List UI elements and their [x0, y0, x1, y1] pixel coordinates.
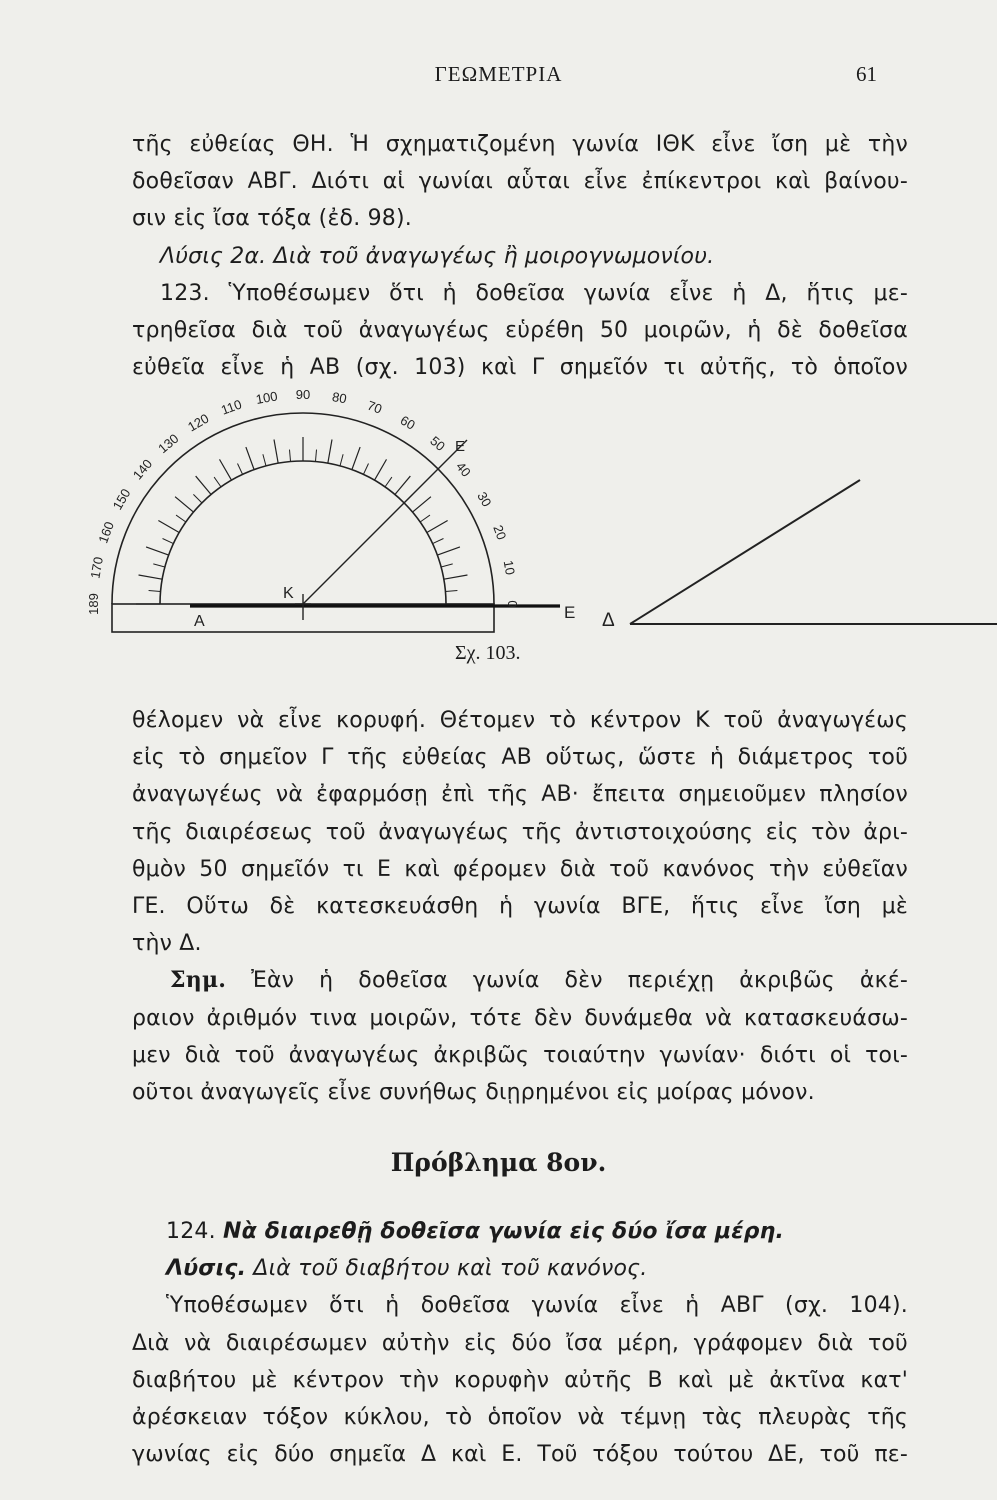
solution-line	[132, 1250, 908, 1287]
text-line: ἀναγωγέως νὰ ἐφαρμόσῃ ἐπὶ τῆς ΑΒ· ἔπειτα σημειοῦμεν πλησίον	[132, 782, 908, 808]
text-line: διαβήτου μὲ κέντρον τὴν κορυφὴν αὐτῆς Β καὶ μὲ ἀκτῖνα κατ'	[132, 1367, 908, 1393]
protractor-minor-tick	[445, 590, 457, 591]
protractor-tick	[395, 476, 410, 494]
protractor-scale-labels	[86, 387, 520, 615]
text-line: ΓΕ. Οὕτω δὲ κατεσκευάσθη ἡ γωνία ΒΓΕ, ἥτις εἶνε ἴση μὲ	[132, 893, 908, 919]
scale-label: 90	[295, 387, 311, 402]
page-number: 61	[856, 62, 877, 86]
text-line: θμὸν 50 σημεῖόν τι Ε καὶ φέρομεν διὰ τοῦ κανόνος τὴν εὐθεῖαν	[132, 856, 908, 882]
protractor-tick	[220, 459, 232, 480]
scale-label: 40	[453, 458, 474, 480]
protractor-tick	[146, 547, 169, 555]
protractor-minor-tick	[163, 538, 174, 543]
scale-label: 150	[109, 486, 134, 513]
solution-text: Διὰ τοῦ διαβήτου καὶ τοῦ κανόνος.	[253, 1256, 648, 1282]
protractor-tick	[175, 497, 193, 512]
solution-2-text: Διὰ τοῦ ἀναγωγέως ἢ μοιρογνωμονίου.	[273, 243, 715, 269]
protractor-tick	[328, 440, 332, 464]
protractor-tick	[274, 440, 278, 464]
text-line: γωνίας εἰς δύο σημεῖα Δ καὶ Ε. Τοῦ τόξου τούτου ΔΕ, τοῦ πε-	[132, 1442, 908, 1468]
problem-statement: Νὰ διαιρεθῇ δοθεῖσα γωνία εἰς δύο ἴσα μέρη.	[223, 1219, 785, 1244]
problem-heading: Πρόβλημα 8ον.	[390, 1148, 607, 1177]
statement-line	[132, 1213, 908, 1250]
text-line: δοθεῖσαν ΑΒΓ. Διότι αἱ γωνίαι αὗται εἶνε ἐπίκεντροι καὶ βαίνου-	[132, 169, 908, 195]
protractor-tick	[352, 447, 360, 470]
solution-2-line	[132, 238, 908, 275]
scale-label: 100	[254, 388, 279, 407]
protractor-minor-tick	[153, 564, 165, 567]
label-k: K	[283, 585, 294, 602]
protractor-diagram	[86, 387, 997, 688]
protractor-tick	[196, 476, 211, 494]
scale-label: 160	[95, 519, 117, 546]
protractor-minor-tick	[385, 477, 392, 487]
scale-label: 120	[185, 410, 212, 435]
protractor-minor-tick	[315, 450, 316, 462]
text-line: εἰς τὸ σημεῖον Γ τῆς εὐθείας ΑΒ οὕτως, ὥστε ἡ διάμετρος τοῦ	[132, 745, 908, 771]
text-line: τῆς εὐθείας ΘΗ. Ἡ σχηματιζομένη γωνία ΙΘΚ εἶνε ἴση μὲ τὴν	[132, 132, 908, 157]
protractor-tick	[444, 575, 468, 579]
scale-label: 110	[219, 396, 244, 418]
protractor-tick	[437, 547, 460, 555]
text-line: σιν εἰς ἴσα τόξα (ἐδ. 98).	[132, 206, 412, 232]
solution-2-label: Λύσις 2α.	[160, 243, 267, 269]
protractor-tick	[375, 459, 387, 480]
protractor-minor-tick	[149, 590, 161, 591]
label-a: A	[194, 613, 205, 630]
scale-label: 170	[87, 555, 106, 580]
scale-label: 140	[129, 456, 156, 483]
figure-caption: Σχ. 103.	[455, 642, 521, 664]
scale-label: 189	[86, 593, 101, 615]
text-line: ραιον ἀριθμόν τινα μοιρῶν, τότε δὲν δυνάμεθα νὰ κατασκευάσω-	[132, 1005, 908, 1031]
paragraph-continuation	[132, 126, 908, 386]
paragraph-124	[132, 1213, 908, 1473]
protractor-minor-tick	[340, 454, 343, 466]
item-number: 124.	[166, 1219, 216, 1244]
text-line: Ὑποθέσωμεν ὅτι ἡ δοθεῖσα γωνία εἶνε ἡ ΑΒΓ (σχ. 104).	[166, 1293, 908, 1319]
protractor-minor-tick	[237, 464, 242, 475]
text-line: Διὰ νὰ διαιρέσωμεν αὐτὴν εἰς δύο ἴσα μέρη, γράφομεν διὰ τοῦ	[132, 1330, 908, 1356]
label-e-right: E	[564, 603, 576, 622]
protractor-tick	[427, 521, 448, 533]
solution-label: Λύσις.	[166, 1256, 247, 1282]
protractor-tick	[246, 447, 254, 470]
scale-label: 70	[365, 397, 385, 417]
protractor-minor-tick	[363, 464, 368, 475]
text-line: εὐθεῖα εἶνε ἡ ΑΒ (σχ. 103) καὶ Γ σημεῖόν τι αὐτῆς, τὸ ὁποῖον	[132, 355, 908, 381]
note-text: Ἐὰν ἡ δοθεῖσα γωνία δὲν περιέχῃ ἀκριβῶς ἀκέ-	[251, 968, 908, 994]
protractor-tick	[158, 521, 179, 533]
scale-label: 10	[500, 559, 518, 577]
scale-label: 80	[330, 389, 348, 407]
scale-label: 20	[490, 522, 510, 542]
line-ke	[303, 440, 467, 604]
protractor-minor-tick	[214, 477, 221, 487]
protractor-minor-tick	[433, 538, 444, 543]
protractor-minor-tick	[289, 450, 290, 462]
protractor-minor-tick	[263, 454, 266, 466]
text-line: 123. Ὑποθέσωμεν ὅτι ἡ δοθεῖσα γωνία εἶνε ἡ Δ, ἥτις με-	[160, 280, 908, 306]
text-line: τῆς διαιρέσεως τοῦ ἀναγωγέως τῆς ἀντιστοιχούσης εἰς τὸν ἀρι-	[132, 819, 908, 845]
text-line: μεν διὰ τοῦ ἀναγωγέως ἀκριβῶς τοιαύτην γωνίαν· διότι οἱ τοι-	[132, 1042, 908, 1068]
text-line: ἀρέσκειαν τόξον κύκλου, τὸ ὁποῖον νὰ τέμνῃ τὰς πλευρὰς τῆς	[132, 1404, 908, 1430]
protractor-tick	[413, 497, 431, 512]
paragraph-construction	[132, 702, 908, 1111]
scale-label: 130	[155, 430, 182, 457]
protractor-inner-arc	[160, 461, 446, 604]
note-label: Σημ.	[170, 967, 227, 994]
protractor-minor-tick	[420, 515, 430, 522]
protractor-tick	[139, 575, 163, 579]
label-d: Δ	[602, 610, 615, 631]
text-line: θέλομεν νὰ εἶνε κορυφή. Θέτομεν τὸ κέντρον Κ τοῦ ἀναγωγέως	[132, 708, 908, 733]
running-head: ΓΕΩΜΕΤΡΙΑ	[434, 62, 563, 86]
scale-label: 30	[474, 489, 495, 510]
figure-103	[86, 387, 997, 688]
protractor-minor-tick	[441, 564, 453, 567]
label-e-top: E	[455, 438, 466, 455]
note-first-line	[132, 962, 908, 999]
text-line: τὴν Δ.	[132, 931, 202, 957]
protractor-minor-tick	[176, 515, 186, 522]
text-line: τρηθεῖσα διὰ τοῦ ἀναγωγέως εὑρέθη 50 μοιρῶν, ἡ δὲ δοθεῖσα	[132, 317, 908, 343]
scale-label: 60	[397, 412, 418, 433]
protractor-minor-tick	[193, 494, 201, 502]
angle-d-slanted-ray	[630, 480, 860, 624]
scale-label: 50	[427, 433, 449, 454]
text-line: οῦτοι ἀναγωγεῖς εἶνε συνήθως διῃρημένοι εἰς μοίρας μόνον.	[132, 1079, 815, 1105]
scale-label: 0	[505, 600, 520, 608]
